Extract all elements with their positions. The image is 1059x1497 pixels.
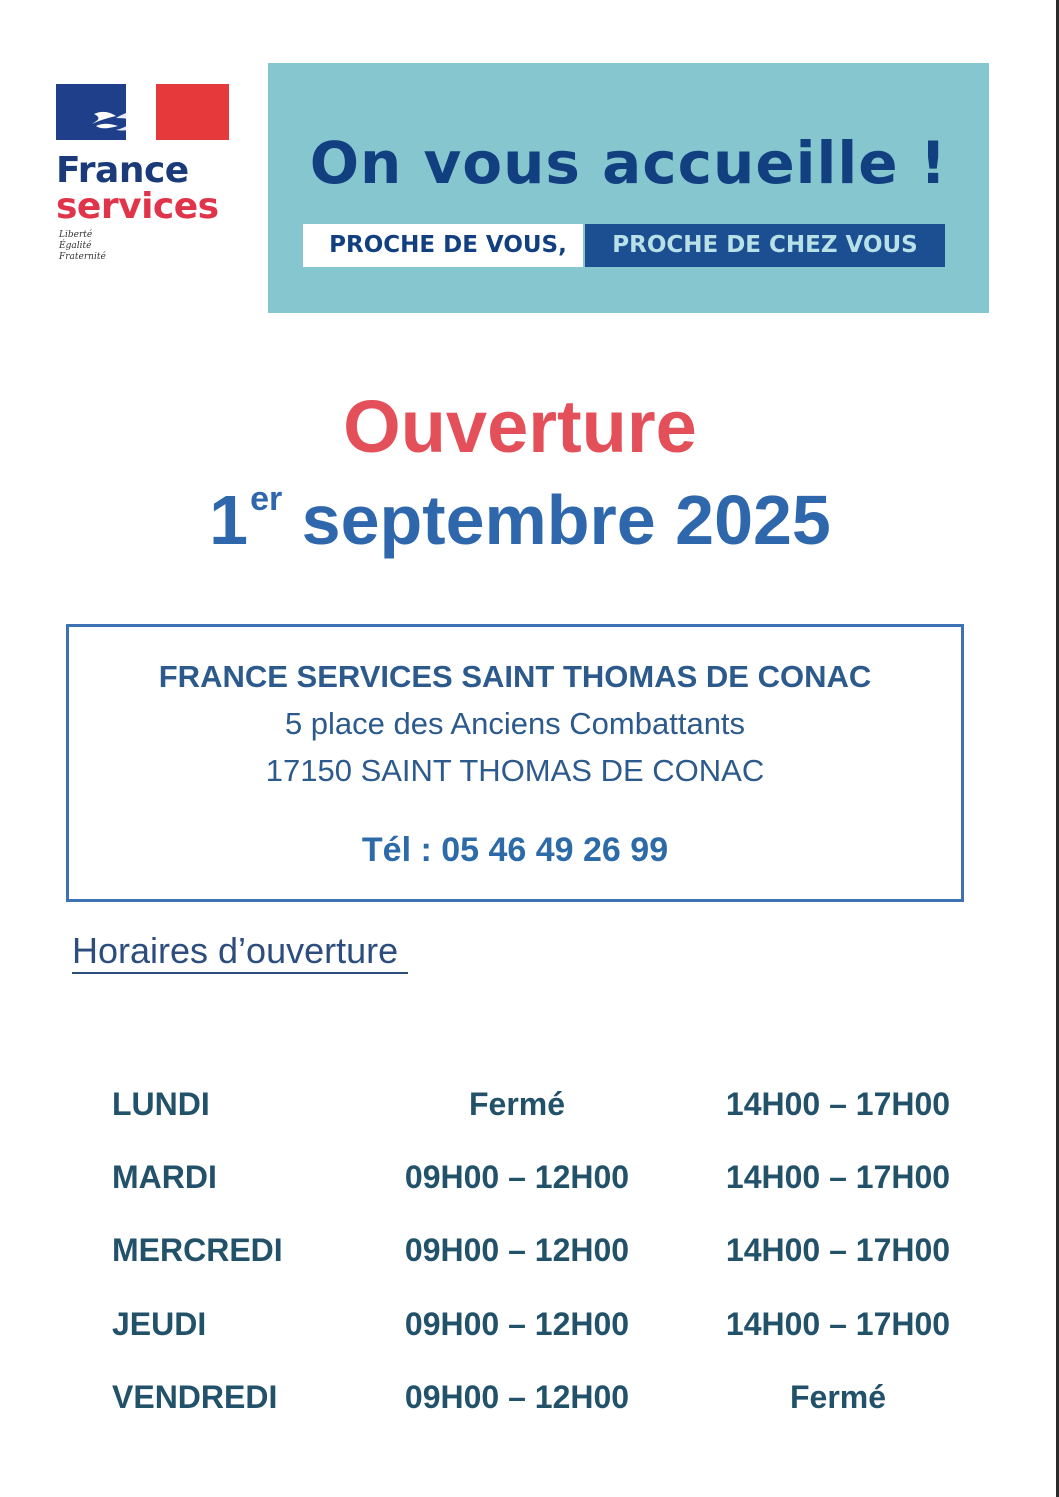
opening-heading: Ouverture [343, 385, 697, 468]
hours-row-wednesday [0, 1228, 1059, 1272]
date-day: 1 [209, 481, 249, 559]
hours-row-thursday [0, 1302, 1059, 1346]
france-services-logo [56, 84, 236, 274]
republic-motto [59, 230, 106, 263]
hours-morning: 09H00 – 12H00 [404, 1159, 630, 1195]
office-name: FRANCE SERVICES SAINT THOMAS DE CONAC [158, 659, 872, 694]
hours-afternoon: 14H00 – 17H00 [725, 1306, 951, 1342]
tagline-left: PROCHE DE VOUS, [303, 224, 583, 267]
motto-liberte: Liberté [59, 230, 93, 240]
hours-day: MERCREDI [112, 1232, 283, 1268]
hours-afternoon: 14H00 – 17H00 [725, 1159, 951, 1195]
hours-morning: 09H00 – 12H00 [404, 1232, 630, 1268]
opening-date [0, 478, 1040, 562]
hours-morning: Fermé [468, 1086, 566, 1122]
tagline-right: PROCHE DE CHEZ VOUS [585, 224, 945, 267]
hours-morning: 09H00 – 12H00 [404, 1306, 630, 1342]
hours-row-friday [0, 1375, 1059, 1419]
brand-services: services [56, 186, 219, 227]
date-suffix: er [250, 479, 283, 518]
hours-afternoon: 14H00 – 17H00 [725, 1232, 951, 1268]
hours-afternoon: 14H00 – 17H00 [725, 1086, 951, 1122]
hours-title: Horaires d’ouverture [72, 930, 408, 974]
hours-morning: 09H00 – 12H00 [404, 1379, 630, 1415]
motto-egalite: Égalité [59, 241, 92, 251]
banner-title: On vous accueille ! [309, 129, 948, 197]
hours-row-monday [0, 1082, 1059, 1126]
hours-day: JEUDI [112, 1306, 207, 1342]
phone-number: Tél : 05 46 49 26 99 [361, 831, 669, 869]
hours-day: LUNDI [112, 1086, 210, 1122]
welcome-banner [268, 63, 989, 313]
motto-fraternite: Fraternité [59, 252, 106, 262]
hours-day: MARDI [112, 1159, 217, 1195]
hours-day: VENDREDI [112, 1379, 278, 1415]
brand-france: France [56, 150, 189, 191]
address-box [66, 624, 964, 902]
hours-afternoon: Fermé [789, 1379, 887, 1415]
address-city: 17150 SAINT THOMAS DE CONAC [265, 753, 765, 788]
hours-row-tuesday [0, 1155, 1059, 1199]
date-rest: septembre 2025 [282, 481, 831, 559]
address-street: 5 place des Anciens Combattants [284, 706, 746, 741]
marianne-flag-icon [56, 84, 229, 140]
